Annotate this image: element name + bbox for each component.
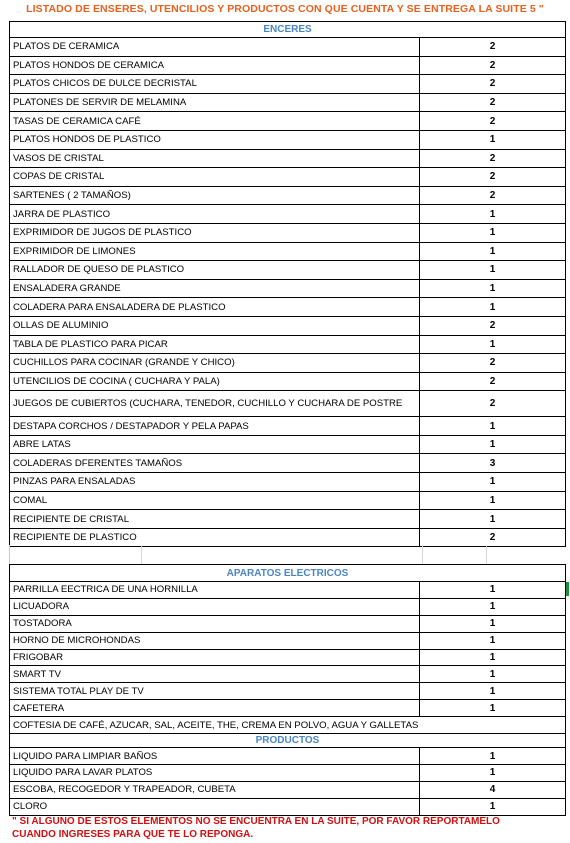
item-quantity: 1 bbox=[420, 649, 566, 666]
item-quantity: 2 bbox=[420, 56, 566, 75]
cell-marker bbox=[566, 582, 569, 596]
table-row bbox=[10, 316, 566, 335]
table-row bbox=[10, 598, 566, 615]
item-quantity: 1 bbox=[420, 615, 566, 632]
table-row bbox=[10, 335, 566, 354]
enceres-table bbox=[9, 21, 566, 547]
item-name: COLADERAS DFERENTES TAMAÑOS bbox=[10, 454, 420, 473]
item-quantity: 1 bbox=[420, 279, 566, 298]
section-header-row bbox=[10, 22, 566, 38]
courtesy-note: COFTESIA DE CAFÉ, AZUCAR, SAL, ACEITE, THE, CREMA EN POLVO, AGUA Y GALLETAS bbox=[10, 717, 566, 734]
item-name: LIQUIDO PARA LAVAR PLATOS bbox=[10, 765, 420, 782]
item-name: COLADERA PARA ENSALADERA DE PLASTICO bbox=[10, 298, 420, 317]
item-quantity: 1 bbox=[420, 298, 566, 317]
item-name: PLATOS DE CERAMICA bbox=[10, 38, 420, 57]
item-quantity: 2 bbox=[420, 112, 566, 131]
item-quantity: 1 bbox=[420, 632, 566, 649]
table-row bbox=[10, 242, 566, 261]
item-quantity: 2 bbox=[420, 354, 566, 373]
item-quantity: 2 bbox=[420, 391, 566, 417]
item-name: COMAL bbox=[10, 491, 420, 510]
table-row bbox=[10, 781, 566, 798]
item-name: RECIPIENTE DE PLASTICO bbox=[10, 528, 420, 547]
item-quantity: 1 bbox=[420, 510, 566, 529]
item-quantity: 1 bbox=[420, 798, 566, 815]
item-quantity: 1 bbox=[420, 491, 566, 510]
empty-spreadsheet-row bbox=[9, 545, 566, 564]
table-row bbox=[10, 223, 566, 242]
item-name: SARTENES ( 2 TAMAÑOS) bbox=[10, 186, 420, 205]
table-row bbox=[10, 683, 566, 700]
table-row bbox=[10, 510, 566, 529]
item-name: DESTAPA CORCHOS / DESTAPADOR Y PELA PAPAS bbox=[10, 417, 420, 436]
item-name: LICUADORA bbox=[10, 598, 420, 615]
table-row bbox=[10, 130, 566, 149]
item-name: ESCOBA, RECOGEDOR Y TRAPEADOR, CUBETA bbox=[10, 781, 420, 798]
item-name: JARRA DE PLASTICO bbox=[10, 205, 420, 224]
section-header-row bbox=[10, 734, 566, 748]
table-row bbox=[10, 298, 566, 317]
item-name: JUEGOS DE CUBIERTOS (CUCHARA, TENEDOR, CUCHILLO Y CUCHARA DE POSTRE bbox=[10, 391, 420, 417]
item-quantity: 1 bbox=[420, 242, 566, 261]
courtesy-row bbox=[10, 717, 566, 734]
item-name: COPAS DE CRISTAL bbox=[10, 168, 420, 187]
item-name: CLORO bbox=[10, 798, 420, 815]
table-row bbox=[10, 354, 566, 373]
item-name: CUCHILLOS PARA COCINAR (GRANDE Y CHICO) bbox=[10, 354, 420, 373]
table-row bbox=[10, 454, 566, 473]
item-name: PLATONES DE SERVIR DE MELAMINA bbox=[10, 93, 420, 112]
item-quantity: 1 bbox=[420, 748, 566, 765]
item-quantity: 2 bbox=[420, 372, 566, 391]
aparatos-table bbox=[9, 564, 566, 816]
footer-line-1: " SI ALGUNO DE ESTOS ELEMENTOS NO SE ENCUENTRA EN LA SUITE, POR FAVOR REPORTAMELO bbox=[12, 816, 500, 827]
item-quantity: 2 bbox=[420, 93, 566, 112]
item-name: HORNO DE MICROHONDAS bbox=[10, 632, 420, 649]
table-row bbox=[10, 473, 566, 492]
item-name: CAFETERA bbox=[10, 700, 420, 717]
item-quantity: 2 bbox=[420, 316, 566, 335]
item-name: FRIGOBAR bbox=[10, 649, 420, 666]
table-row bbox=[10, 261, 566, 280]
item-quantity: 4 bbox=[420, 781, 566, 798]
item-quantity: 2 bbox=[420, 528, 566, 547]
item-quantity: 2 bbox=[420, 38, 566, 57]
table-row bbox=[10, 765, 566, 782]
section-header-productos: PRODUCTOS bbox=[10, 734, 566, 748]
item-quantity: 2 bbox=[420, 186, 566, 205]
item-name: RECIPIENTE DE CRISTAL bbox=[10, 510, 420, 529]
table-row bbox=[10, 149, 566, 168]
item-name: PLATOS HONDOS DE CERAMICA bbox=[10, 56, 420, 75]
item-quantity: 1 bbox=[420, 700, 566, 717]
item-quantity: 1 bbox=[420, 582, 566, 599]
table-row bbox=[10, 75, 566, 94]
document-title: LISTADO DE ENSERES, UTENCILIOS Y PRODUCTOS CON QUE CUENTA Y SE ENTREGA LA SUITE 5 " bbox=[26, 3, 544, 15]
table-row bbox=[10, 279, 566, 298]
table-row bbox=[10, 798, 566, 815]
table-row bbox=[10, 417, 566, 436]
item-name: VASOS DE CRISTAL bbox=[10, 149, 420, 168]
section-header-aparatos: APARATOS ELECTRICOS bbox=[10, 565, 566, 582]
section-header-enceres: ENCERES bbox=[10, 22, 566, 38]
item-quantity: 1 bbox=[420, 473, 566, 492]
item-quantity: 1 bbox=[420, 683, 566, 700]
item-quantity: 3 bbox=[420, 454, 566, 473]
item-quantity: 1 bbox=[420, 261, 566, 280]
table-row bbox=[10, 666, 566, 683]
table-row bbox=[10, 700, 566, 717]
table-row bbox=[10, 435, 566, 454]
item-name: ENSALADERA GRANDE bbox=[10, 279, 420, 298]
table-row bbox=[10, 38, 566, 57]
table-row bbox=[10, 632, 566, 649]
item-name: OLLAS DE ALUMINIO bbox=[10, 316, 420, 335]
table-row bbox=[10, 582, 566, 599]
table-row bbox=[10, 93, 566, 112]
table-row bbox=[10, 372, 566, 391]
item-quantity: 2 bbox=[420, 75, 566, 94]
footer-note bbox=[12, 815, 568, 841]
item-name: PLATOS CHICOS DE DULCE DECRISTAL bbox=[10, 75, 420, 94]
item-name: LIQUIDO PARA LIMPIAR BAÑOS bbox=[10, 748, 420, 765]
item-name: PARRILLA EECTRICA DE UNA HORNILLA bbox=[10, 582, 420, 599]
item-name: PINZAS PARA ENSALADAS bbox=[10, 473, 420, 492]
item-name: EXPRIMIDOR DE LIMONES bbox=[10, 242, 420, 261]
table-row bbox=[10, 112, 566, 131]
table-row bbox=[10, 491, 566, 510]
item-name: TOSTADORA bbox=[10, 615, 420, 632]
table-row bbox=[10, 649, 566, 666]
item-quantity: 1 bbox=[420, 435, 566, 454]
item-quantity: 2 bbox=[420, 149, 566, 168]
footer-line-2: CUANDO INGRESES PARA QUE TE LO REPONGA. bbox=[12, 829, 254, 840]
item-quantity: 1 bbox=[420, 223, 566, 242]
item-quantity: 1 bbox=[420, 666, 566, 683]
table-row bbox=[10, 391, 566, 417]
item-quantity: 1 bbox=[420, 417, 566, 436]
item-name: SISTEMA TOTAL PLAY DE TV bbox=[10, 683, 420, 700]
item-name: ABRE LATAS bbox=[10, 435, 420, 454]
section-header-row bbox=[10, 565, 566, 582]
table-row bbox=[10, 168, 566, 187]
item-quantity: 1 bbox=[420, 765, 566, 782]
item-name: EXPRIMIDOR DE JUGOS DE PLASTICO bbox=[10, 223, 420, 242]
item-quantity: 1 bbox=[420, 335, 566, 354]
table-row bbox=[10, 748, 566, 765]
table-row bbox=[10, 205, 566, 224]
item-name: UTENCILIOS DE COCINA ( CUCHARA Y PALA) bbox=[10, 372, 420, 391]
table-row bbox=[10, 186, 566, 205]
item-quantity: 1 bbox=[420, 598, 566, 615]
item-quantity: 1 bbox=[420, 130, 566, 149]
table-row bbox=[10, 56, 566, 75]
item-name: TABLA DE PLASTICO PARA PICAR bbox=[10, 335, 420, 354]
item-name: TASAS DE CERAMICA CAFÉ bbox=[10, 112, 420, 131]
item-name: SMART TV bbox=[10, 666, 420, 683]
item-name: RALLADOR DE QUESO DE PLASTICO bbox=[10, 261, 420, 280]
item-quantity: 2 bbox=[420, 168, 566, 187]
item-name: PLATOS HONDOS DE PLASTICO bbox=[10, 130, 420, 149]
table-row bbox=[10, 615, 566, 632]
item-quantity: 1 bbox=[420, 205, 566, 224]
